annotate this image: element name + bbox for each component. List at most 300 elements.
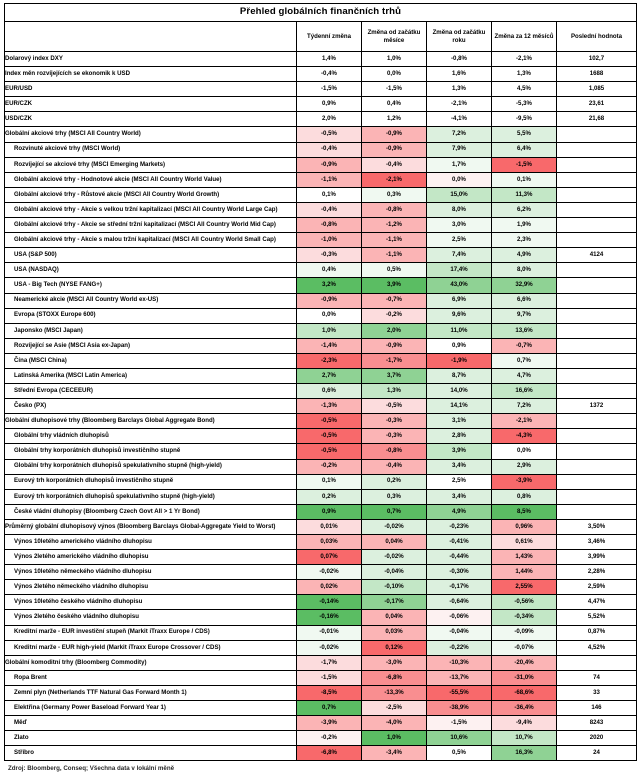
row-label: Globální akciové trhy - Akcie se střední tržní kapitalizací (MSCI All Country World Mid Cap) — [5, 218, 297, 233]
row-label: Čína (MSCI China) — [5, 353, 297, 368]
cell-weekly-change: 0,03% — [297, 535, 362, 550]
cell-weekly-change: 3,2% — [297, 278, 362, 293]
cell-twelve-month-change: 32,9% — [492, 278, 557, 293]
cell-mtd-change: 0,5% — [362, 263, 427, 278]
cell-ytd-change: 14,0% — [427, 384, 492, 399]
cell-twelve-month-change: 8,5% — [492, 504, 557, 519]
cell-mtd-change: -0,2% — [362, 308, 427, 323]
cell-weekly-change: -0,8% — [297, 218, 362, 233]
row-label: Globální akciové trhy - Růstové akcie (MSCI All Country World Growth) — [5, 187, 297, 202]
cell-twelve-month-change: -68,6% — [492, 685, 557, 700]
cell-mtd-change: -1,7% — [362, 353, 427, 368]
cell-twelve-month-change: 1,3% — [492, 67, 557, 82]
cell-mtd-change: 0,3% — [362, 187, 427, 202]
cell-ytd-change: 10,6% — [427, 731, 492, 746]
cell-weekly-change: -0,02% — [297, 640, 362, 655]
row-label: Stříbro — [5, 746, 297, 761]
cell-ytd-change: 8,0% — [427, 202, 492, 217]
cell-mtd-change: -6,8% — [362, 670, 427, 685]
table-row — [5, 504, 637, 519]
cell-mtd-change: 0,4% — [362, 97, 427, 112]
cell-last-value: 2,28% — [557, 565, 637, 580]
cell-twelve-month-change: 1,44% — [492, 565, 557, 580]
cell-twelve-month-change: 2,55% — [492, 580, 557, 595]
cell-weekly-change: 0,1% — [297, 187, 362, 202]
cell-ytd-change: 17,4% — [427, 263, 492, 278]
cell-last-value — [557, 353, 637, 368]
row-label: USA - Big Tech (NYSE FANG+) — [5, 278, 297, 293]
cell-mtd-change: 0,04% — [362, 535, 427, 550]
row-label: USA (NASDAQ) — [5, 263, 297, 278]
column-header-mtd-change: Změna od začátku měsíce — [362, 22, 427, 52]
table-row — [5, 489, 637, 504]
cell-weekly-change: -1,0% — [297, 233, 362, 248]
cell-last-value: 33 — [557, 685, 637, 700]
cell-mtd-change: -1,1% — [362, 248, 427, 263]
row-label: Výnos 10letého českého vládního dluhopisu — [5, 595, 297, 610]
cell-ytd-change: 3,4% — [427, 459, 492, 474]
table-row — [5, 655, 637, 670]
cell-mtd-change: -0,17% — [362, 595, 427, 610]
table-row — [5, 610, 637, 625]
table-row — [5, 112, 637, 127]
cell-twelve-month-change: 1,9% — [492, 218, 557, 233]
cell-twelve-month-change: 4,9% — [492, 248, 557, 263]
cell-weekly-change: -0,2% — [297, 731, 362, 746]
cell-mtd-change: -0,9% — [362, 127, 427, 142]
table-row — [5, 308, 637, 323]
cell-twelve-month-change: -0,34% — [492, 610, 557, 625]
cell-last-value: 146 — [557, 701, 637, 716]
table-row — [5, 323, 637, 338]
table-row — [5, 233, 637, 248]
cell-ytd-change: 2,8% — [427, 429, 492, 444]
cell-ytd-change: 43,0% — [427, 278, 492, 293]
cell-weekly-change: 2,7% — [297, 368, 362, 383]
table-row — [5, 172, 637, 187]
row-label: EUR/CZK — [5, 97, 297, 112]
cell-last-value — [557, 489, 637, 504]
cell-mtd-change: 1,3% — [362, 384, 427, 399]
cell-weekly-change: -0,3% — [297, 248, 362, 263]
cell-twelve-month-change: -0,56% — [492, 595, 557, 610]
table-row — [5, 731, 637, 746]
cell-last-value: 1372 — [557, 399, 637, 414]
table-row — [5, 187, 637, 202]
cell-weekly-change: 0,2% — [297, 489, 362, 504]
table-row — [5, 82, 637, 97]
table-row — [5, 595, 637, 610]
cell-weekly-change: -0,5% — [297, 444, 362, 459]
row-label: České vládní dluhopisy (Bloomberg Czech Govt All > 1 Yr Bond) — [5, 504, 297, 519]
row-label: Kreditní marže - EUR high-yield (Markit iTraxx Europe Crossover / CDS) — [5, 640, 297, 655]
cell-twelve-month-change: 5,5% — [492, 127, 557, 142]
cell-mtd-change: 0,7% — [362, 504, 427, 519]
cell-weekly-change: -0,5% — [297, 127, 362, 142]
cell-ytd-change: 3,9% — [427, 444, 492, 459]
cell-mtd-change: -13,3% — [362, 685, 427, 700]
row-label: Výnos 2letého amerického vládního dluhopisu — [5, 550, 297, 565]
cell-last-value — [557, 338, 637, 353]
cell-twelve-month-change: 0,96% — [492, 519, 557, 534]
cell-last-value: 3,50% — [557, 519, 637, 534]
row-label: Globální akciové trhy - Akcie s velkou tržní kapitalizací (MSCI All Country World Large Cap) — [5, 202, 297, 217]
row-label: Česko (PX) — [5, 399, 297, 414]
cell-last-value — [557, 323, 637, 338]
cell-weekly-change: -1,1% — [297, 172, 362, 187]
cell-mtd-change: 0,2% — [362, 474, 427, 489]
cell-twelve-month-change: 0,8% — [492, 489, 557, 504]
cell-twelve-month-change: -0,09% — [492, 625, 557, 640]
cell-ytd-change: -0,22% — [427, 640, 492, 655]
cell-last-value — [557, 263, 637, 278]
row-label: Japonsko (MSCI Japan) — [5, 323, 297, 338]
cell-ytd-change: 6,9% — [427, 293, 492, 308]
cell-last-value — [557, 233, 637, 248]
table-row — [5, 459, 637, 474]
cell-last-value — [557, 157, 637, 172]
cell-weekly-change: 0,6% — [297, 384, 362, 399]
row-label: Globální akciové trhy (MSCI All Country World) — [5, 127, 297, 142]
row-label: Rozvíjející se akciové trhy (MSCI Emerging Markets) — [5, 157, 297, 172]
cell-mtd-change: -0,3% — [362, 429, 427, 444]
cell-mtd-change: -0,02% — [362, 550, 427, 565]
cell-last-value: 24 — [557, 746, 637, 761]
cell-last-value — [557, 429, 637, 444]
row-label: Globální komoditní trhy (Bloomberg Commodity) — [5, 655, 297, 670]
column-header-name — [5, 22, 297, 52]
cell-weekly-change: -0,2% — [297, 459, 362, 474]
cell-last-value: 2020 — [557, 731, 637, 746]
cell-ytd-change: 7,9% — [427, 142, 492, 157]
cell-twelve-month-change: 16,3% — [492, 746, 557, 761]
cell-weekly-change: -0,14% — [297, 595, 362, 610]
cell-weekly-change: -0,4% — [297, 142, 362, 157]
cell-mtd-change: 0,3% — [362, 489, 427, 504]
row-label: Globální dluhopisové trhy (Bloomberg Barclays Global Aggregate Bond) — [5, 414, 297, 429]
table-row — [5, 550, 637, 565]
table-row — [5, 248, 637, 263]
cell-mtd-change: -0,10% — [362, 580, 427, 595]
cell-mtd-change: -0,3% — [362, 414, 427, 429]
cell-weekly-change: 2,0% — [297, 112, 362, 127]
cell-mtd-change: -3,0% — [362, 655, 427, 670]
row-label: Index měn rozvíjejících se ekonomik k USD — [5, 67, 297, 82]
cell-twelve-month-change: -4,3% — [492, 429, 557, 444]
source-note: Zdroj: Bloomberg, Conseq; Všechna data v lokální měně — [8, 765, 175, 772]
cell-last-value — [557, 504, 637, 519]
cell-ytd-change: -13,7% — [427, 670, 492, 685]
cell-mtd-change: -0,04% — [362, 565, 427, 580]
cell-weekly-change: -6,8% — [297, 746, 362, 761]
cell-twelve-month-change: 13,6% — [492, 323, 557, 338]
table-row — [5, 278, 637, 293]
cell-mtd-change: -0,9% — [362, 338, 427, 353]
cell-twelve-month-change: -1,5% — [492, 157, 557, 172]
row-label: Eurový trh korporátních dluhopisů investičního stupně — [5, 474, 297, 489]
row-label: Neamerické akcie (MSCI All Country World ex-US) — [5, 293, 297, 308]
cell-mtd-change: 3,7% — [362, 368, 427, 383]
table-row — [5, 52, 637, 67]
cell-weekly-change: 0,9% — [297, 504, 362, 519]
row-label: Latinská Amerika (MSCI Latin America) — [5, 368, 297, 383]
cell-twelve-month-change: -20,4% — [492, 655, 557, 670]
cell-weekly-change: 0,4% — [297, 263, 362, 278]
table-title-row — [5, 4, 637, 22]
column-header-weekly-change: Týdenní změna — [297, 22, 362, 52]
cell-weekly-change: -1,5% — [297, 670, 362, 685]
cell-last-value: 0,87% — [557, 625, 637, 640]
cell-ytd-change: -0,23% — [427, 519, 492, 534]
table-row — [5, 474, 637, 489]
cell-mtd-change: 0,0% — [362, 67, 427, 82]
cell-twelve-month-change: -3,9% — [492, 474, 557, 489]
table-row — [5, 218, 637, 233]
cell-mtd-change: 0,12% — [362, 640, 427, 655]
cell-weekly-change: -0,9% — [297, 157, 362, 172]
cell-last-value: 102,7 — [557, 52, 637, 67]
table-row — [5, 670, 637, 685]
table-row — [5, 338, 637, 353]
cell-twelve-month-change: 8,0% — [492, 263, 557, 278]
cell-last-value — [557, 293, 637, 308]
row-label: EUR/USD — [5, 82, 297, 97]
row-label: Ropa Brent — [5, 670, 297, 685]
cell-twelve-month-change: 9,7% — [492, 308, 557, 323]
row-label: Měď — [5, 716, 297, 731]
cell-mtd-change: -2,1% — [362, 172, 427, 187]
cell-weekly-change: -2,3% — [297, 353, 362, 368]
cell-mtd-change: -2,5% — [362, 701, 427, 716]
cell-last-value: 74 — [557, 670, 637, 685]
table-row — [5, 746, 637, 761]
cell-mtd-change: 0,03% — [362, 625, 427, 640]
row-label: Výnos 10letého amerického vládního dluhopisu — [5, 535, 297, 550]
cell-weekly-change: -0,9% — [297, 293, 362, 308]
cell-twelve-month-change: 16,6% — [492, 384, 557, 399]
row-label: USA (S&P 500) — [5, 248, 297, 263]
cell-ytd-change: -10,3% — [427, 655, 492, 670]
row-label: Globální trhy vládních dluhopisů — [5, 429, 297, 444]
cell-twelve-month-change: 0,61% — [492, 535, 557, 550]
cell-last-value — [557, 459, 637, 474]
table-row — [5, 67, 637, 82]
cell-twelve-month-change: 4,7% — [492, 368, 557, 383]
cell-ytd-change: -0,17% — [427, 580, 492, 595]
cell-ytd-change: 4,9% — [427, 504, 492, 519]
cell-last-value — [557, 474, 637, 489]
cell-ytd-change: -4,1% — [427, 112, 492, 127]
row-label: Rozvinuté akciové trhy (MSCI World) — [5, 142, 297, 157]
cell-mtd-change: -0,9% — [362, 142, 427, 157]
cell-ytd-change: 8,7% — [427, 368, 492, 383]
row-label: Rozvíjející se Asie (MSCI Asia ex-Japan) — [5, 338, 297, 353]
cell-twelve-month-change: 0,7% — [492, 353, 557, 368]
table-row — [5, 293, 637, 308]
cell-mtd-change: 2,0% — [362, 323, 427, 338]
row-label: Střední Evropa (CECEEUR) — [5, 384, 297, 399]
table-row — [5, 640, 637, 655]
cell-weekly-change: -3,9% — [297, 716, 362, 731]
cell-last-value: 2,59% — [557, 580, 637, 595]
financial-markets-table — [4, 3, 637, 761]
table-row — [5, 157, 637, 172]
cell-mtd-change: -0,8% — [362, 444, 427, 459]
cell-twelve-month-change: -0,07% — [492, 640, 557, 655]
cell-ytd-change: 3,0% — [427, 218, 492, 233]
cell-last-value — [557, 127, 637, 142]
row-label: Zlato — [5, 731, 297, 746]
cell-weekly-change: 0,9% — [297, 97, 362, 112]
cell-mtd-change: 3,9% — [362, 278, 427, 293]
table-row — [5, 580, 637, 595]
cell-weekly-change: -0,4% — [297, 202, 362, 217]
cell-twelve-month-change: 4,5% — [492, 82, 557, 97]
cell-ytd-change: -0,41% — [427, 535, 492, 550]
cell-ytd-change: 0,5% — [427, 746, 492, 761]
table-row — [5, 685, 637, 700]
cell-last-value: 5,52% — [557, 610, 637, 625]
table-row — [5, 444, 637, 459]
cell-weekly-change: -1,4% — [297, 338, 362, 353]
cell-weekly-change: -0,01% — [297, 625, 362, 640]
cell-ytd-change: 7,4% — [427, 248, 492, 263]
row-label: Výnos 2letého německého vládního dluhopisu — [5, 580, 297, 595]
cell-ytd-change: 3,1% — [427, 414, 492, 429]
cell-last-value: 23,61 — [557, 97, 637, 112]
cell-mtd-change: -0,5% — [362, 399, 427, 414]
cell-weekly-change: 0,07% — [297, 550, 362, 565]
cell-last-value — [557, 278, 637, 293]
cell-twelve-month-change: -5,3% — [492, 97, 557, 112]
cell-last-value: 8243 — [557, 716, 637, 731]
cell-twelve-month-change: -2,1% — [492, 414, 557, 429]
cell-ytd-change: 1,6% — [427, 67, 492, 82]
cell-twelve-month-change: -2,1% — [492, 52, 557, 67]
column-header-12m-change: Změna za 12 měsíců — [492, 22, 557, 52]
cell-last-value: 1688 — [557, 67, 637, 82]
cell-twelve-month-change: 0,1% — [492, 172, 557, 187]
cell-mtd-change: -0,7% — [362, 293, 427, 308]
cell-twelve-month-change: 2,9% — [492, 459, 557, 474]
cell-last-value: 21,68 — [557, 112, 637, 127]
cell-mtd-change: -1,2% — [362, 218, 427, 233]
row-label: Výnos 10letého německého vládního dluhopisu — [5, 565, 297, 580]
cell-weekly-change: 0,7% — [297, 701, 362, 716]
cell-mtd-change: -1,1% — [362, 233, 427, 248]
table-row — [5, 97, 637, 112]
cell-last-value — [557, 187, 637, 202]
row-label: Elektřina (Germany Power Baseload Forward Year 1) — [5, 701, 297, 716]
cell-ytd-change: -0,06% — [427, 610, 492, 625]
cell-weekly-change: -0,5% — [297, 429, 362, 444]
cell-twelve-month-change: 7,2% — [492, 399, 557, 414]
cell-ytd-change: 11,0% — [427, 323, 492, 338]
cell-ytd-change: 1,7% — [427, 157, 492, 172]
cell-mtd-change: -0,8% — [362, 202, 427, 217]
cell-mtd-change: -0,4% — [362, 157, 427, 172]
table-row — [5, 368, 637, 383]
cell-ytd-change: -0,44% — [427, 550, 492, 565]
cell-twelve-month-change: 6,6% — [492, 293, 557, 308]
cell-twelve-month-change: 11,3% — [492, 187, 557, 202]
table-row — [5, 625, 637, 640]
cell-ytd-change: -2,1% — [427, 97, 492, 112]
cell-twelve-month-change: 2,3% — [492, 233, 557, 248]
cell-last-value — [557, 655, 637, 670]
table-row — [5, 142, 637, 157]
cell-twelve-month-change: 1,43% — [492, 550, 557, 565]
cell-ytd-change: -0,8% — [427, 52, 492, 67]
cell-last-value — [557, 368, 637, 383]
cell-ytd-change: -38,9% — [427, 701, 492, 716]
table-row — [5, 429, 637, 444]
table-row — [5, 202, 637, 217]
table-row — [5, 519, 637, 534]
cell-ytd-change: -0,64% — [427, 595, 492, 610]
cell-ytd-change: 7,2% — [427, 127, 492, 142]
cell-twelve-month-change: 6,4% — [492, 142, 557, 157]
cell-weekly-change: 1,0% — [297, 323, 362, 338]
cell-ytd-change: 15,0% — [427, 187, 492, 202]
cell-mtd-change: 0,04% — [362, 610, 427, 625]
cell-mtd-change: 1,0% — [362, 52, 427, 67]
cell-last-value — [557, 202, 637, 217]
cell-last-value — [557, 172, 637, 187]
cell-twelve-month-change: -9,5% — [492, 112, 557, 127]
cell-ytd-change: -1,5% — [427, 716, 492, 731]
cell-weekly-change: 0,1% — [297, 474, 362, 489]
cell-ytd-change: -55,5% — [427, 685, 492, 700]
cell-mtd-change: -0,4% — [362, 459, 427, 474]
cell-ytd-change: 9,6% — [427, 308, 492, 323]
cell-weekly-change: -0,5% — [297, 414, 362, 429]
cell-ytd-change: 0,0% — [427, 172, 492, 187]
table-row — [5, 565, 637, 580]
row-label: Globální trhy korporátních dluhopisů spekulativního stupně (high-yield) — [5, 459, 297, 474]
cell-last-value — [557, 444, 637, 459]
row-label: Výnos 2letého českého vládního dluhopisu — [5, 610, 297, 625]
cell-last-value: 4,52% — [557, 640, 637, 655]
cell-weekly-change: -1,7% — [297, 655, 362, 670]
cell-twelve-month-change: -36,4% — [492, 701, 557, 716]
cell-last-value: 4,47% — [557, 595, 637, 610]
row-label: Globální trhy korporátních dluhopisů investičního stupně — [5, 444, 297, 459]
cell-weekly-change: -0,4% — [297, 67, 362, 82]
table-row — [5, 701, 637, 716]
cell-twelve-month-change: 6,2% — [492, 202, 557, 217]
page-title: Přehled globálních finančních trhů — [5, 4, 637, 22]
table-row — [5, 535, 637, 550]
table-row — [5, 414, 637, 429]
cell-mtd-change: -1,5% — [362, 82, 427, 97]
table-row — [5, 384, 637, 399]
cell-mtd-change: 1,0% — [362, 731, 427, 746]
cell-weekly-change: -8,5% — [297, 685, 362, 700]
table-row — [5, 263, 637, 278]
row-label: Průměrný globální dluhopisový výnos (Bloomberg Barclays Global-Aggregate Yield to Worst) — [5, 519, 297, 534]
cell-weekly-change: 1,4% — [297, 52, 362, 67]
cell-last-value: 3,99% — [557, 550, 637, 565]
table-row — [5, 127, 637, 142]
row-label: Kreditní marže - EUR investiční stupeň (Markit iTraxx Europe / CDS) — [5, 625, 297, 640]
table-header-row — [5, 22, 637, 52]
cell-twelve-month-change: 0,0% — [492, 444, 557, 459]
table-row — [5, 353, 637, 368]
cell-last-value — [557, 384, 637, 399]
cell-ytd-change: 3,4% — [427, 489, 492, 504]
column-header-ytd-change: Změna od začátku roku — [427, 22, 492, 52]
